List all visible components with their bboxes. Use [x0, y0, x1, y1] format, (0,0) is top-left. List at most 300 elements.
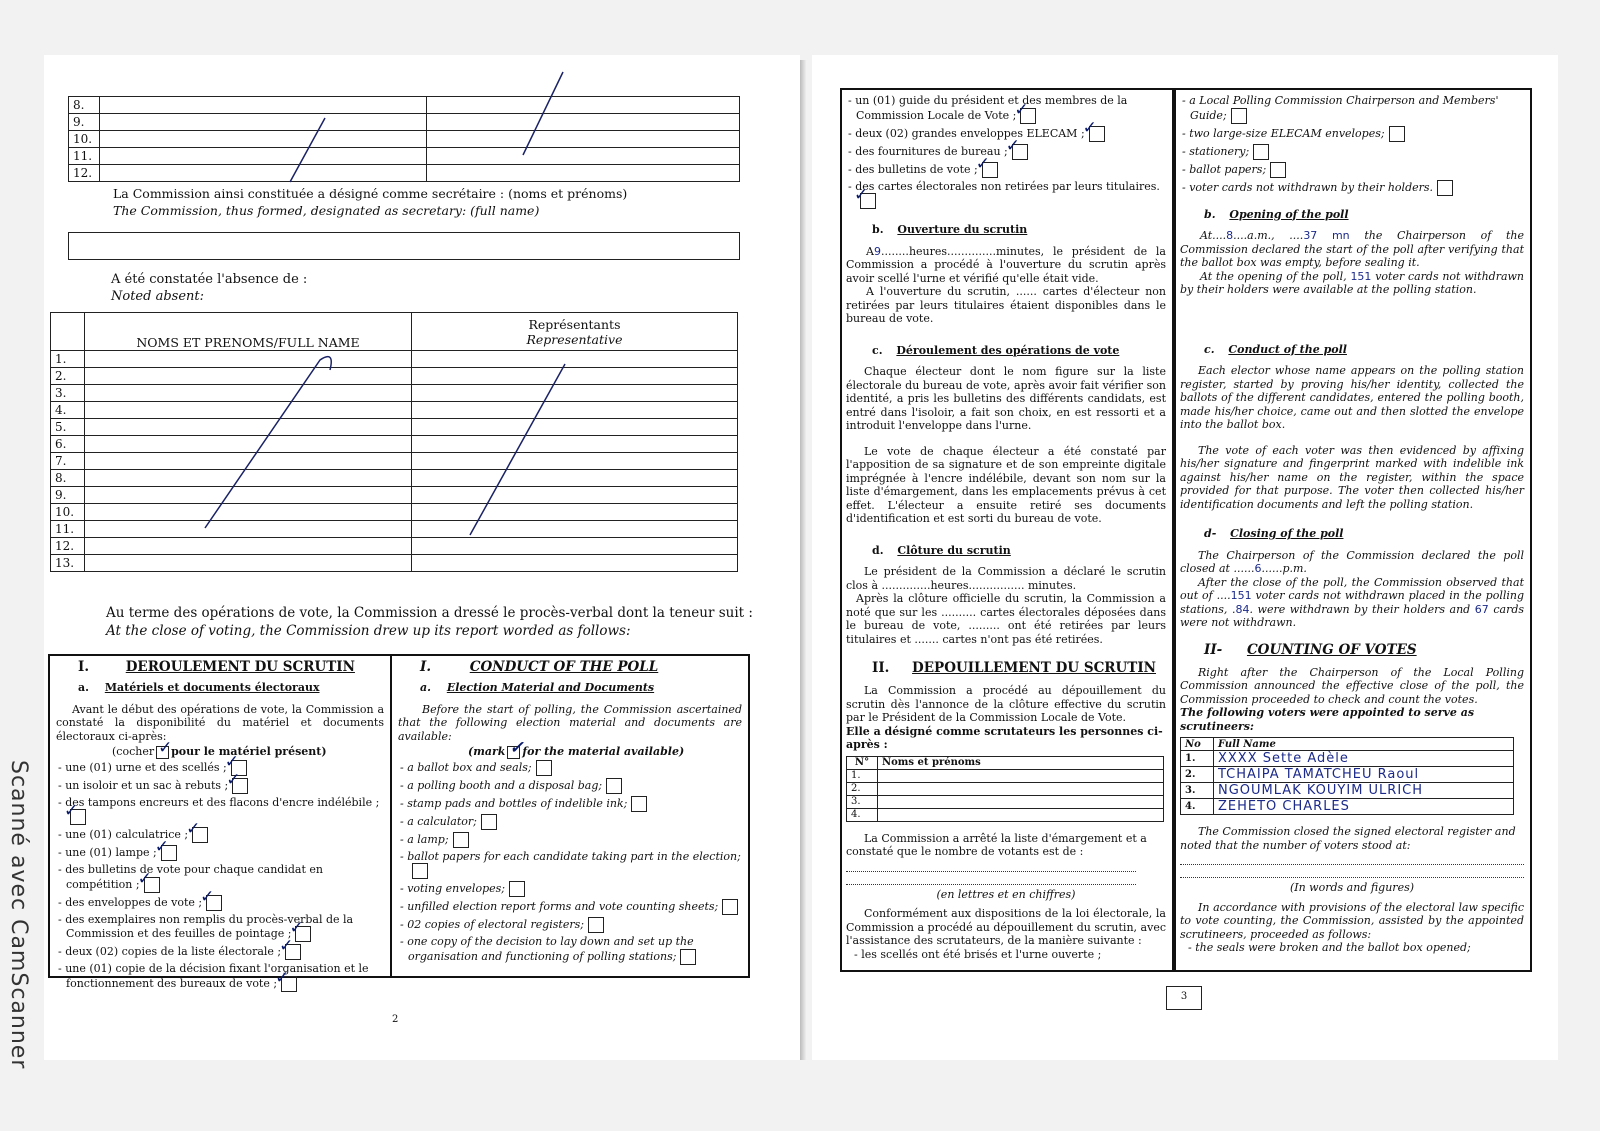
fr-opening-p2: A l'ouverture du scrutin, ...... cartes d'électeur non retirées par leurs titulaires étaient disponibles dans le bureau de vote.: [846, 285, 1166, 325]
absent-row: [51, 385, 738, 402]
camscanner-watermark: Scanné avec CamScanner: [6, 760, 31, 1070]
absent-row: [51, 453, 738, 470]
absent-rep-cell[interactable]: [412, 368, 738, 385]
en-materials-num: a.: [420, 681, 431, 694]
en-closing-title: Closing of the poll: [1230, 527, 1344, 540]
material-checkbox[interactable]: [453, 832, 469, 848]
material-checkbox[interactable]: [860, 193, 876, 209]
en-conduct-poll-p1: Each elector whose name appears on the polling station register, started by proving his/her identity, collected the ballots of the different candidates, entered the polling booth, made his/her choice, came out and then slotted the envelope into the ballot box.: [1180, 364, 1524, 431]
absent-rep-cell[interactable]: [412, 385, 738, 402]
absent-row: [51, 521, 738, 538]
absent-row: [51, 368, 738, 385]
scrutineer-row: [847, 795, 1164, 808]
scrutineer-number: 4.: [847, 808, 878, 821]
fr-materials-list: [56, 760, 384, 992]
material-checkbox[interactable]: [1389, 126, 1405, 142]
absent-name-cell[interactable]: [85, 385, 412, 402]
scrutineer-number: 1.: [847, 769, 878, 782]
material-item: [56, 895, 384, 911]
material-item-label: - une (01) calculatrice ;: [58, 828, 189, 841]
fr-mark-post: pour le matériel présent): [171, 745, 327, 758]
material-item: [398, 832, 742, 848]
en-closing-hour: 6: [1254, 562, 1262, 575]
material-item: [1180, 180, 1524, 196]
fr-opening-at: A: [866, 244, 874, 258]
material-item-label: - a ballot box and seals;: [400, 760, 532, 774]
en-counting-p2: The following voters were appointed to serve as scrutineers:: [1180, 706, 1475, 733]
absent-name-cell[interactable]: [85, 470, 412, 487]
en-voters-count-label: The Commission closed the signed electoral register and noted that the number of voters stood at:: [1180, 825, 1516, 852]
material-checkbox[interactable]: [982, 162, 998, 178]
member-row: [69, 97, 740, 114]
material-checkbox[interactable]: [680, 949, 696, 965]
absent-rep-cell[interactable]: [412, 453, 738, 470]
member-row: [69, 131, 740, 148]
scrutineer-number: 4.: [1181, 799, 1214, 815]
absent-name-cell[interactable]: [85, 436, 412, 453]
fr-conduct-ops-p1: Chaque électeur dont le nom figure sur la liste électorale du bureau de vote, après avoir fait vérifier son identité, a pris les bulletins des différents candidats, est entré dans l'isoloir, a fait son choix, en est ressorti et a introduit l'enveloppe dans l'urne.: [846, 365, 1166, 432]
en-counting-num: II-: [1204, 641, 1223, 658]
material-item: [56, 760, 384, 776]
en-closing-num: d-: [1204, 527, 1217, 540]
material-item-label: - one copy of the decision to lay down and set up the organisation and functioning of polling stations;: [400, 935, 694, 963]
absent-row: [51, 504, 738, 521]
material-checkbox[interactable]: [412, 863, 428, 879]
en-opening-am: a.m.,: [1247, 229, 1275, 242]
en-closing-pm: p.m.: [1282, 562, 1307, 575]
en-mark-pre: (mark: [468, 745, 506, 758]
en-conduct-poll-title: Conduct of the poll: [1228, 342, 1347, 356]
material-item: [56, 778, 384, 794]
absent-row-number: 11.: [51, 521, 85, 538]
material-checkbox[interactable]: [588, 917, 604, 933]
fr-counting-p1: La Commission a procédé au dépouillement du scrutin dès l'annonce de la clôture effective du scrutin par le Président de la Commission Locale de Vote.: [846, 684, 1166, 724]
material-item: [1180, 126, 1524, 142]
absent-row-number: 12.: [51, 538, 85, 555]
member-row-number: 11.: [69, 148, 100, 165]
fr-right-column: [846, 94, 1166, 961]
scrutineer-name-cell[interactable]: [878, 769, 1164, 782]
fr-counting-p4: Conformément aux dispositions de la loi électorale, la Commission a procédé au dépouillement du scrutin, avec l'assistance des scrutateurs, de la manière suivante :: [846, 907, 1166, 947]
material-item: [56, 962, 384, 992]
scrutineer-row: [847, 782, 1164, 795]
close-statement-en: At the close of voting, the Commission drew up its report worded as follows:: [106, 623, 631, 639]
material-checkbox[interactable]: [1089, 126, 1105, 142]
absent-row: [51, 538, 738, 555]
sample-checkbox-en: [507, 746, 520, 759]
scrutineer-number: 3.: [847, 795, 878, 808]
material-item-label: - des enveloppes de vote ;: [58, 895, 203, 909]
en-conduct-poll-heading: [1180, 343, 1524, 357]
fr-voters-count-line2[interactable]: [846, 872, 1136, 885]
absent-table: [50, 312, 738, 572]
fr-closing-heading: [846, 544, 1166, 558]
member-name-cell[interactable]: [100, 97, 427, 114]
scrutineer-row: [1181, 751, 1514, 767]
material-item: [846, 162, 1166, 178]
scrutineer-name-cell[interactable]: [878, 808, 1164, 821]
scrutineer-name[interactable]: TCHAIPA TAMATCHEU Raoul: [1214, 767, 1514, 783]
material-item: [846, 94, 1166, 124]
member-name-cell[interactable]: [100, 114, 427, 131]
fr-mark-pre: (cocher: [112, 745, 155, 758]
en-conduct-section: [398, 660, 742, 967]
material-checkbox[interactable]: [722, 899, 738, 915]
material-item-label: - deux (02) grandes enveloppes ELECAM ;: [848, 126, 1085, 140]
absent-rep-cell[interactable]: [412, 402, 738, 419]
en-closing-cards-total: 151: [1230, 589, 1252, 602]
absent-name-cell[interactable]: [85, 521, 412, 538]
member-row: [69, 114, 740, 131]
material-item: [846, 180, 1166, 210]
absent-name-cell[interactable]: [85, 402, 412, 419]
material-checkbox[interactable]: [206, 895, 222, 911]
en-opening-minutes: 37 mn: [1303, 229, 1350, 242]
en-opening-hour: 8: [1226, 229, 1234, 242]
fr-conduct-title: DEROULEMENT DU SCRUTIN: [125, 659, 355, 675]
absent-row-number: 4.: [51, 402, 85, 419]
material-checkbox[interactable]: [70, 809, 86, 825]
material-checkbox[interactable]: [161, 845, 177, 861]
absent-label-en: Noted absent:: [111, 289, 204, 304]
material-item: [398, 760, 742, 776]
absent-row-number: 7.: [51, 453, 85, 470]
material-item-label: - des tampons encreurs et des flacons d'encre indélébile ;: [58, 795, 380, 809]
en-closing-cards-not-withdrawn: 67: [1474, 602, 1489, 616]
absent-name-cell[interactable]: [85, 368, 412, 385]
en-counting-p1: Right after the Chairperson of the Local Polling Commission announced the effective close of the poll, the Commission proceeded to check and count the votes.: [1180, 665, 1524, 706]
en-voters-count-line1[interactable]: [1180, 852, 1524, 865]
absent-row-number: 1.: [51, 351, 85, 368]
en-closing-p2: After the close of the poll, the Commission observed that out of ....151 voter cards not withdrawn placed in the polling stations, .84. were withdrawn by their holders and 67 cards were not withdrawn.: [1180, 575, 1525, 629]
material-item: [56, 944, 384, 960]
material-checkbox[interactable]: [144, 877, 160, 893]
material-item-label: - un isoloir et un sac à rebuts ;: [58, 778, 229, 792]
member-name-cell[interactable]: [100, 131, 427, 148]
absent-table-rep-header: [412, 313, 738, 351]
material-item-label: - unfilled election report forms and vote counting sheets;: [400, 900, 719, 913]
en-opening-p2: [1180, 270, 1524, 297]
absent-name-cell[interactable]: [85, 487, 412, 504]
fr-opening-num: b.: [872, 223, 884, 236]
absent-row-number: 8.: [51, 470, 85, 487]
absent-row-number: 9.: [51, 487, 85, 504]
material-checkbox[interactable]: [1270, 162, 1286, 178]
material-item-label: - stamp pads and bottles of indelible ink;: [400, 796, 628, 810]
scrutineer-row: [1181, 783, 1514, 799]
fr-closing-num: d.: [872, 543, 884, 557]
absent-table-rep-header-fr: Représentants: [528, 316, 621, 332]
en-opening-cards: 151: [1350, 269, 1372, 283]
close-statement-fr: Au terme des opérations de vote, la Commission a dressé le procès-verbal dont la teneur suit :: [106, 605, 753, 621]
material-checkbox[interactable]: [281, 976, 297, 992]
fr-closing-p1: Le président de la Commission a déclaré le scrutin clos à ..............heures................ minutes.: [846, 565, 1166, 592]
fr-voters-count-line1[interactable]: [846, 859, 1136, 872]
fr-closing-p2: Après la clôture officielle du scrutin, la Commission a noté que sur les .......... cartes électorales déposées dans le bureau de vote, ......... ont été retirées par leurs titulaires et ....... cartes n'ont pas été retirées.: [846, 592, 1166, 646]
scrutineer-name-cell[interactable]: [878, 795, 1164, 808]
material-item: [398, 881, 742, 897]
en-conduct-poll-num: c.: [1204, 342, 1215, 356]
member-row: [69, 148, 740, 165]
material-checkbox[interactable]: [509, 881, 525, 897]
en-opening-rest: the Chairperson of the Commission declared the start of the poll after verifying that the ballot box was empty, before sealing it.: [1180, 229, 1524, 269]
en-closing-cards-withdrawn: 84: [1235, 602, 1250, 616]
material-item-label: - a polling booth and a disposal bag;: [400, 778, 603, 792]
material-item-label: - des cartes électorales non retirées par leurs titulaires.: [848, 179, 1160, 193]
absent-row-number: 13.: [51, 555, 85, 572]
en-materials-list: [398, 760, 742, 965]
material-item-label: - ballot papers for each candidate taking part in the election;: [400, 849, 741, 863]
material-item-label: - une (01) lampe ;: [58, 846, 157, 859]
en-counting-p4: In accordance with provisions of the electoral law specific to vote counting, the Commission, assisted by the appointed scrutineers, proceeded as follows:: [1180, 900, 1524, 941]
material-checkbox[interactable]: [295, 926, 311, 942]
en-right-column: [1180, 94, 1524, 955]
fr-opening-title: Ouverture du scrutin: [897, 223, 1028, 236]
absent-rep-cell[interactable]: [412, 487, 738, 504]
scrutineer-name[interactable]: NGOUMLAK KOUYIM ULRICH: [1214, 783, 1514, 799]
material-checkbox[interactable]: [285, 944, 301, 960]
en-opening-at: At: [1200, 229, 1213, 242]
material-item: [398, 850, 742, 880]
scrutineer-row: [847, 769, 1164, 782]
absent-row: [51, 351, 738, 368]
fr-counting-heading: [846, 660, 1166, 676]
member-row: [69, 165, 740, 182]
fr-counting-p2: Elle a désigné comme scrutateurs les personnes ci-après :: [846, 724, 1163, 751]
right-page-number: 3: [1166, 986, 1202, 1010]
en-right-materials-list: [1180, 94, 1524, 196]
absent-name-cell[interactable]: [85, 419, 412, 436]
member-rep-cell[interactable]: [427, 148, 740, 165]
fr-opening-p1: A9........heures..............minutes, le président de la Commission a procédé à l'ouverture du scrutin après avoir scellé l'urne et vérifié qu'elle était vide.: [846, 244, 1166, 285]
material-checkbox[interactable]: [606, 778, 622, 794]
en-closing-p2-b: voter cards not withdrawn placed in the polling stations,: [1180, 589, 1525, 616]
scrutineer-name-cell[interactable]: [878, 782, 1164, 795]
member-rep-cell[interactable]: [427, 131, 740, 148]
material-checkbox[interactable]: [481, 814, 497, 830]
material-item-label: - des fournitures de bureau ;: [848, 144, 1008, 158]
en-closing-p1: The Chairperson of the Commission declared the poll closed at ......6......p.m.: [1180, 548, 1524, 575]
en-materials-heading: [398, 681, 742, 695]
absent-table-num-header: [51, 313, 85, 351]
fr-opening-hour: 9: [873, 244, 881, 258]
absent-rep-cell[interactable]: [412, 470, 738, 487]
absent-name-cell[interactable]: [85, 555, 412, 572]
en-opening-heading: [1180, 208, 1524, 222]
en-conduct-poll-p2: The vote of each voter was then evidenced by affixing his/her signature and fingerprint marked with indelible ink against his/her name on the register, within the space provided for that purpose. The voter then collected his/her identification documents and left the polling station.: [1180, 443, 1524, 511]
material-item: [56, 863, 384, 893]
material-item: [846, 144, 1166, 160]
absent-rep-cell[interactable]: [412, 351, 738, 368]
en-voters-count-line2[interactable]: [1180, 865, 1524, 878]
material-item-label: - stationery;: [1182, 144, 1250, 158]
material-item: [398, 899, 742, 915]
fr-opening-heading: [846, 223, 1166, 237]
member-row-number: 12.: [69, 165, 100, 182]
fr-scrutineers-no-header: N°: [847, 756, 878, 769]
absent-name-cell[interactable]: [85, 504, 412, 521]
left-page-number: 2: [392, 1014, 399, 1025]
en-opening-p1: At....8....a.m., ....37 mn the Chairperson of the Commission declared the start of the poll after verifying that the ballot box was empty, before sealing it.: [1180, 229, 1524, 269]
absent-name-cell[interactable]: [85, 351, 412, 368]
sample-checkbox: [156, 746, 169, 759]
material-checkbox[interactable]: [631, 796, 647, 812]
material-item: [1180, 162, 1524, 178]
book-spine: [800, 60, 806, 1060]
material-checkbox[interactable]: [536, 760, 552, 776]
material-item: [398, 778, 742, 794]
scrutineer-row: [847, 808, 1164, 821]
fr-materials-intro: Avant le début des opérations de vote, la Commission a constaté la disponibilité du matériel et documents électoraux ci-après:: [56, 702, 384, 743]
fr-conduct-ops-title: Déroulement des opérations de vote: [896, 343, 1120, 357]
material-item-label: - une (01) copie de la décision fixant l'organisation et le fonctionnement des bureaux de vote ;: [58, 962, 369, 990]
en-scrutineers-table: [1180, 737, 1514, 815]
material-item-label: - des bulletins de vote ;: [848, 162, 978, 176]
absent-rep-cell[interactable]: [412, 504, 738, 521]
absent-name-cell[interactable]: [85, 453, 412, 470]
fr-conduct-ops-p2: Le vote de chaque électeur a été constaté par l'apposition de sa signature et de son empreinte digitale imprégnée à l'encre indélébile, devant son nom sur la liste d'émargement, dans les emplacements prévus à cet effet. L'électeur a ensuite retiré ses documents d'identification et est sorti du bureau de vote.: [846, 444, 1166, 525]
absent-row: [51, 436, 738, 453]
fr-conduct-heading: [56, 660, 384, 675]
en-closing-p2-c: were withdrawn by their holders and: [1257, 602, 1471, 616]
en-opening-num: b.: [1204, 207, 1216, 221]
absent-row-number: 5.: [51, 419, 85, 436]
absent-row-number: 10.: [51, 504, 85, 521]
en-opening-p2-a: At the opening of the poll,: [1200, 269, 1347, 283]
material-checkbox[interactable]: [1437, 180, 1453, 196]
material-item: [56, 845, 384, 861]
secretary-label-fr: La Commission ainsi constituée a désigné comme secrétaire : (noms et prénoms): [113, 186, 628, 201]
absent-rep-cell[interactable]: [412, 419, 738, 436]
en-counting-heading: [1180, 642, 1524, 658]
en-scrutineers-no-header: No: [1181, 738, 1214, 751]
en-scrutineers-name-header: Full Name: [1214, 738, 1514, 751]
absent-row-number: 3.: [51, 385, 85, 402]
material-checkbox[interactable]: [1253, 144, 1269, 160]
material-checkbox[interactable]: [232, 778, 248, 794]
fr-closing-title: Clôture du scrutin: [897, 543, 1011, 557]
material-item-label: - a lamp;: [400, 832, 449, 846]
fr-materials-title: Matériels et documents électoraux: [104, 681, 320, 694]
absent-name-cell[interactable]: [85, 538, 412, 555]
material-item: [398, 917, 742, 933]
material-item: [56, 796, 384, 826]
member-rep-cell[interactable]: [427, 114, 740, 131]
member-rep-cell[interactable]: [427, 165, 740, 182]
absent-row: [51, 555, 738, 572]
en-mark-post: for the material available): [522, 745, 685, 758]
material-item-label: - des exemplaires non remplis du procès-verbal de la Commission et des feuilles de pointage ;: [58, 912, 354, 940]
fr-right-materials-list: [846, 94, 1166, 209]
material-item-label: - 02 copies of electoral registers;: [400, 918, 584, 931]
material-item-label: - two large-size ELECAM envelopes;: [1182, 126, 1385, 140]
en-mark-instruction: [468, 745, 742, 759]
material-item-label: - une (01) urne et des scellés ;: [58, 760, 227, 774]
absent-rep-cell[interactable]: [412, 538, 738, 555]
absent-row: [51, 402, 738, 419]
material-item: [398, 814, 742, 830]
member-rep-cell[interactable]: [427, 97, 740, 114]
absent-row: [51, 419, 738, 436]
absent-rep-cell[interactable]: [412, 555, 738, 572]
material-item: [398, 935, 742, 965]
fr-words-figures: (en lettres et en chiffres): [936, 887, 1076, 901]
en-closing-p1-a: The Chairperson of the Commission declared the poll closed at: [1180, 548, 1524, 575]
material-item: [1180, 94, 1524, 124]
en-conduct-num: I.: [420, 659, 432, 675]
fr-mark-instruction: [112, 745, 384, 759]
fr-opening-rest: minutes, le président de la Commission a procédé à l'ouverture du scrutin après avoir scellé l'urne et vérifié qu'elle était vide.: [846, 244, 1166, 285]
material-item-label: - a calculator;: [400, 814, 477, 828]
scrutineer-row: [1181, 767, 1514, 783]
en-closing-p2-d: cards were not withdrawn.: [1180, 602, 1525, 629]
material-item-label: - voter cards not withdrawn by their holders.: [1182, 180, 1434, 194]
fr-voters-count-label: La Commission a arrêté la liste d'émargement et a constaté que le nombre de votants est de :: [846, 831, 1147, 858]
absent-rep-cell[interactable]: [412, 521, 738, 538]
secretary-field[interactable]: [68, 232, 740, 260]
scrutineer-name[interactable]: ZEHETO CHARLES: [1214, 799, 1514, 815]
absent-table-rep-header-en: Representative: [526, 331, 623, 347]
scrutineer-name[interactable]: XXXX Sette Adèle: [1214, 751, 1514, 767]
fr-conduct-ops-heading: [846, 344, 1166, 358]
absent-rep-cell[interactable]: [412, 436, 738, 453]
scrutineer-number: 1.: [1181, 751, 1214, 767]
absent-row-number: 2.: [51, 368, 85, 385]
member-row-number: 9.: [69, 114, 100, 131]
absent-row: [51, 487, 738, 504]
en-closing-heading: [1180, 527, 1524, 541]
en-closing-p2-a: After the close of the poll, the Commission observed that out of: [1180, 575, 1524, 602]
material-item-label: - des bulletins de vote pour chaque candidat en compétition ;: [58, 863, 323, 891]
material-item: [1180, 144, 1524, 160]
en-opening-title: Opening of the poll: [1229, 207, 1349, 221]
material-item: [56, 913, 384, 943]
material-checkbox[interactable]: [1012, 144, 1028, 160]
en-opening-p2-b: voter cards not withdrawn by their holders were available at the polling station.: [1180, 269, 1525, 296]
secretary-label-en: The Commission, thus formed, designated as secretary: (full name): [113, 203, 540, 218]
material-item-label: - a Local Polling Commission Chairperson and Members' Guide;: [1182, 94, 1499, 122]
fr-opening-heures: heures: [908, 244, 948, 258]
member-name-cell[interactable]: [100, 148, 427, 165]
material-checkbox[interactable]: [1020, 108, 1036, 124]
fr-counting-num: II.: [872, 660, 890, 676]
fr-conduct-ops-num: c.: [872, 343, 883, 357]
scrutineer-row: [1181, 799, 1514, 815]
material-checkbox[interactable]: [192, 827, 208, 843]
absent-row-number: 6.: [51, 436, 85, 453]
members-table-continued: [68, 96, 740, 182]
material-item: [56, 827, 384, 843]
material-item-label: - ballot papers;: [1182, 162, 1267, 176]
scrutineer-number: 2.: [1181, 767, 1214, 783]
member-name-cell[interactable]: [100, 165, 427, 182]
fr-scrutineers-name-header: Noms et prénoms: [878, 756, 1164, 769]
member-row-number: 8.: [69, 97, 100, 114]
fr-materials-heading: [56, 681, 384, 695]
material-item-label: - voting envelopes;: [400, 882, 505, 895]
fr-counting-p5: - les scellés ont été brisés et l'urne ouverte ;: [854, 947, 1102, 961]
en-conduct-title: CONDUCT OF THE POLL: [469, 659, 659, 675]
en-conduct-heading: [398, 660, 742, 675]
scrutineer-number: 3.: [1181, 783, 1214, 799]
en-counting-title: COUNTING OF VOTES: [1246, 641, 1417, 658]
scrutineer-number: 2.: [847, 782, 878, 795]
material-item: [398, 796, 742, 812]
material-item-label: - deux (02) copies de la liste électorale ;: [58, 945, 282, 958]
en-materials-title: Election Material and Documents: [446, 681, 655, 694]
absent-row: [51, 470, 738, 487]
material-checkbox[interactable]: [1231, 108, 1247, 124]
